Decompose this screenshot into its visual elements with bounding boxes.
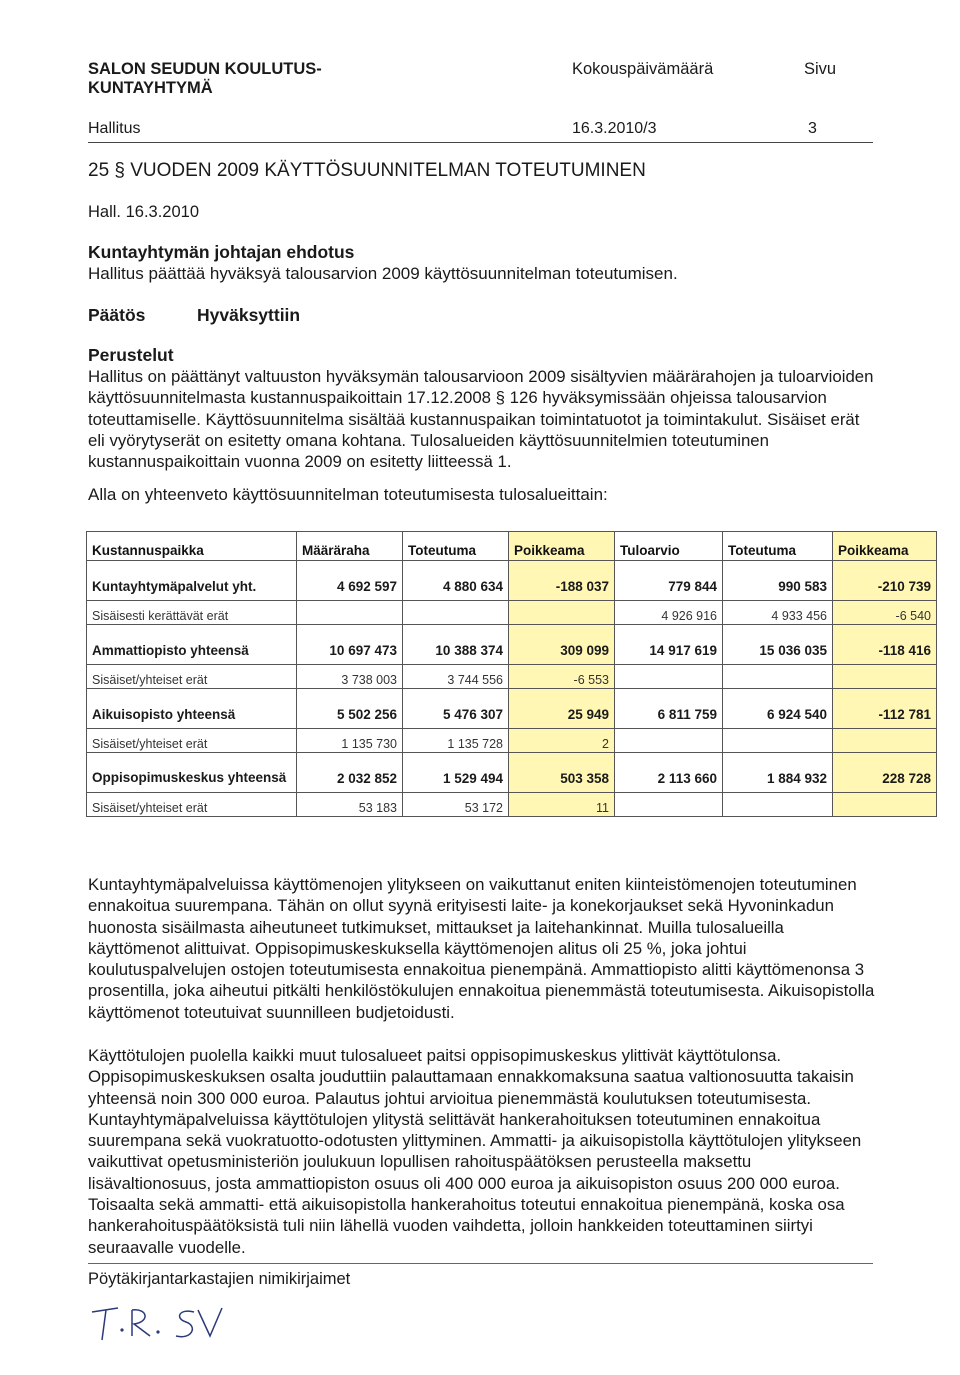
- hall-reference: Hall. 16.3.2010: [88, 203, 199, 221]
- amount-cell: 10 388 374: [403, 625, 509, 665]
- amount-cell: 10 697 473: [297, 625, 403, 665]
- rationale-heading: Perustelut: [88, 345, 174, 365]
- expense-paragraph: Kuntayhtymäpalveluissa käyttömenojen ylitykseen on vaikuttanut eniten kiinteistömenojen toteutuminen ennakoitua suurempana. Tähän on ollut syynä erityisesti laite- ja konekorjaukset sekä Hyvoninkadun huonosta sisäilmasta aiheutuneet tutkimukset, mittaukset ja laitehankinnat. Muilla tulosalueilla käyttömenot alittuivat. Oppisopimuskeskuksella käyttömenojen alitus oli 25 %, joka johtui koulutuspalvelujen ostojen toteutumisesta ennakoitua pienempänä. Ammattiopisto alitti käyttömenonsa 3 prosentilla, joka aiheutui pitkälti henkilöstökulujen ennakoitua pienemmästä toteutumisesta. Aikuisopistolla käyttömenot toteutuivat suunnilleen budjetoidusti.: [88, 875, 875, 1022]
- table-row: [87, 753, 937, 793]
- amount-cell: [833, 793, 937, 817]
- amount-cell: 990 583: [723, 561, 833, 601]
- amount-cell: 1 529 494: [403, 753, 509, 793]
- table-header-row: [87, 532, 937, 561]
- reference-line: [88, 120, 873, 143]
- amount-cell: [297, 601, 403, 625]
- cost-center-cell: Sisäisesti kerättävät erät: [87, 601, 297, 625]
- cost-center-cell: Sisäiset/yhteiset erät: [87, 665, 297, 689]
- cost-center-cell: Aikuisopisto yhteensä: [87, 689, 297, 729]
- cost-center-cell: Ammattiopisto yhteensä: [87, 625, 297, 665]
- revenue-paragraph: Käyttötulojen puolella kaikki muut tulosalueet paitsi oppisopimuskeskus ylittivät käyttötulonsa. Oppisopimuskeskuksen osalta jouduttiin palauttamaan ennakkomaksuna saatua valtionosuutta takaisin yhteensä noin 300 000 euroa. Palautus johtui arvioitua pienemmästä koulutuksen toteutumisesta. Kuntayhtymäpalveluissa käyttötulojen ylitystä selittävät hankerahoituksen toteutuminen ennakoitua suurempana sekä vuokratuotto-odotusten ylittyminen. Ammatti- ja aikuisopistolla käyttötulojen ylitykseen vaikuttivat opetusministeriön joulukuun lopullisen rahoituspäätöksen perusteella maksettu lisävaltionosuus, josta ammattiopiston osuus oli 400 000 euroa ja aikuisopiston osuus 200 000 euroa. Toisaalta sekä ammatti- että aikuisopistolla hankerahoitus toteutui ennakoitua pienempänä, koska osa hankerahoituspäätöksistä tuli niin lähellä vuoden vaihdetta, jolloin hankkeiden toteuttaminen siirtyi seuraavalle vuodelle.: [88, 1046, 862, 1257]
- decision-label: Päätös: [88, 305, 146, 325]
- amount-cell: [615, 665, 723, 689]
- page-title: 25 § VUODEN 2009 KÄYTTÖSUUNNITELMAN TOTEUTUMINEN: [88, 160, 646, 181]
- amount-cell: 503 358: [509, 753, 615, 793]
- meeting-date-value: 16.3.2010/3: [572, 120, 657, 137]
- amount-cell: [615, 793, 723, 817]
- amount-cell: 11: [509, 793, 615, 817]
- cost-center-cell: Sisäiset/yhteiset erät: [87, 729, 297, 753]
- table-header-cell: Määräraha: [297, 532, 403, 561]
- budget-table: [86, 531, 937, 817]
- amount-cell: 2 113 660: [615, 753, 723, 793]
- table-header-cell: Tuloarvio: [615, 532, 723, 561]
- amount-cell: 25 949: [509, 689, 615, 729]
- table-row: [87, 793, 937, 817]
- amount-cell: [509, 601, 615, 625]
- footer-divider: [88, 1263, 873, 1264]
- signature-label: Pöytäkirjantarkastajien nimikirjaimet: [88, 1270, 351, 1288]
- amount-cell: 6 811 759: [615, 689, 723, 729]
- proposal-text: Hallitus päättää hyväksyä talousarvion 2009 käyttösuunnitelman toteutumisen.: [88, 264, 678, 283]
- amount-cell: -188 037: [509, 561, 615, 601]
- initials-signature: [88, 1302, 258, 1357]
- rationale-text: Hallitus on päättänyt valtuuston hyväksymän talousarvioon 2009 sisältyvien määrärahojen ja tuloarvioiden käyttösuunnitelmasta kustannuspaikoittain 17.12.2008 § 126 hyväksymissään ohjeissa talousarvion toteuttamiselle. Käyttösuunnitelma sisältää kustannuspaikan toimintatuotot ja toimintakulut. Sisäiset erät eli vyörytyserät on esitetty omana kohtana. Tulosalueiden käyttösuunnitelmien toteutuminen kustannuspaikoittain vuonna 2009 on esitetty liitteessä 1.: [88, 367, 874, 472]
- amount-cell: -210 739: [833, 561, 937, 601]
- amount-cell: 2: [509, 729, 615, 753]
- amount-cell: [403, 601, 509, 625]
- amount-cell: 4 880 634: [403, 561, 509, 601]
- meeting-date-label: Kokouspäivämäärä: [572, 60, 714, 78]
- amount-cell: 5 476 307: [403, 689, 509, 729]
- amount-cell: 309 099: [509, 625, 615, 665]
- decision-value: Hyväksyttiin: [197, 305, 301, 325]
- amount-cell: [833, 729, 937, 753]
- page-number: 3: [808, 120, 817, 137]
- amount-cell: 53 183: [297, 793, 403, 817]
- amount-cell: 1 884 932: [723, 753, 833, 793]
- amount-cell: 3 744 556: [403, 665, 509, 689]
- table-header-cell: Toteutuma: [403, 532, 509, 561]
- amount-cell: 14 917 619: [615, 625, 723, 665]
- table-row: [87, 625, 937, 665]
- table-row: [87, 601, 937, 625]
- amount-cell: [723, 793, 833, 817]
- amount-cell: 5 502 256: [297, 689, 403, 729]
- proposal-heading: Kuntayhtymän johtajan ehdotus: [88, 242, 355, 262]
- table-row: [87, 561, 937, 601]
- table-header-cell: Poikkeama: [509, 532, 615, 561]
- amount-cell: [723, 665, 833, 689]
- table-row: [87, 729, 937, 753]
- cost-center-cell: Kuntayhtymäpalvelut yht.: [87, 561, 297, 601]
- amount-cell: 6 924 540: [723, 689, 833, 729]
- summary-intro: Alla on yhteenveto käyttösuunnitelman toteutumisesta tulosalueittain:: [88, 485, 608, 504]
- amount-cell: [723, 729, 833, 753]
- amount-cell: -6 540: [833, 601, 937, 625]
- amount-cell: -118 416: [833, 625, 937, 665]
- amount-cell: 1 135 730: [297, 729, 403, 753]
- table-row: [87, 665, 937, 689]
- amount-cell: -6 553: [509, 665, 615, 689]
- amount-cell: 228 728: [833, 753, 937, 793]
- amount-cell: 779 844: [615, 561, 723, 601]
- body-name: Hallitus: [88, 120, 141, 137]
- cost-center-cell: Oppisopimuskeskus yhteensä: [87, 753, 297, 793]
- amount-cell: 53 172: [403, 793, 509, 817]
- amount-cell: 15 036 035: [723, 625, 833, 665]
- amount-cell: 4 692 597: [297, 561, 403, 601]
- amount-cell: 4 926 916: [615, 601, 723, 625]
- table-header-cell: Toteutuma: [723, 532, 833, 561]
- amount-cell: 3 738 003: [297, 665, 403, 689]
- organization-name: SALON SEUDUN KOULUTUS- KUNTAYHTYMÄ: [88, 60, 322, 97]
- table-header-cell: Poikkeama: [833, 532, 937, 561]
- amount-cell: 2 032 852: [297, 753, 403, 793]
- table-row: [87, 689, 937, 729]
- table-header-cell: Kustannuspaikka: [87, 532, 297, 561]
- cost-center-cell: Sisäiset/yhteiset erät: [87, 793, 297, 817]
- amount-cell: [833, 665, 937, 689]
- amount-cell: 1 135 728: [403, 729, 509, 753]
- amount-cell: 4 933 456: [723, 601, 833, 625]
- amount-cell: -112 781: [833, 689, 937, 729]
- amount-cell: [615, 729, 723, 753]
- page-label: Sivu: [804, 60, 837, 78]
